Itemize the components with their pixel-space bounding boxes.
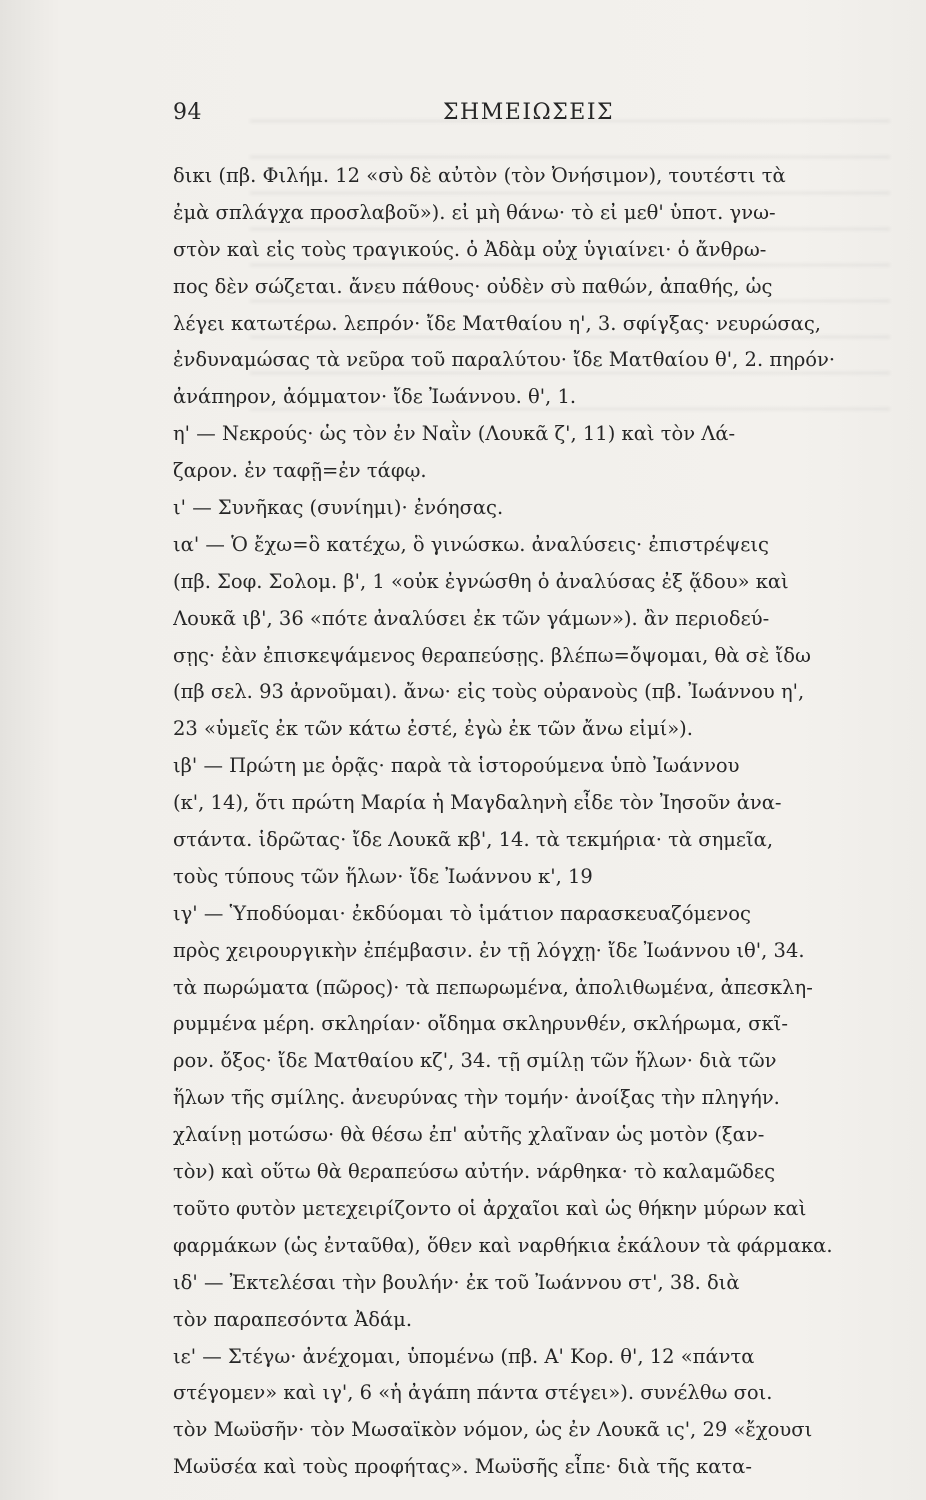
running-head-title: ΣΗΜΕΙΩΣΕΙΣ [443, 100, 615, 125]
text-line: ιγ' — Ὑποδύομαι· ἐκδύομαι τὸ ἱμάτιον παρασκευαζόμενος [173, 901, 751, 925]
text-line: ρον. ὄξος· ἴδε Ματθαίου κζ', 34. τῇ σμίλῃ τῶν ἥλων· διὰ τῶν [173, 1049, 777, 1073]
text-line: ι' — Συνῆκας (συνίημι)· ἐνόησας. [173, 496, 504, 520]
text-line: στὸν καὶ εἰς τοὺς τραγικούς. ὁ Ἀδὰμ οὐχ ὑγιαίνει· ὁ ἄνθρω- [173, 237, 767, 261]
text-line: ἥλων τῆς σμίλης. ἀνευρύνας τὴν τομήν· ἀνοίξας τὴν πληγήν. [173, 1086, 780, 1110]
text-line: σῃς· ἐὰν ἐπισκεψάμενος θεραπεύσῃς. βλέπω=ὄψομαι, θὰ σὲ ἴδω [173, 643, 811, 667]
text-line: δικι (πβ. Φιλήμ. 12 «σὺ δὲ αὐτὸν (τὸν Ὀνήσιμον), τουτέστι τὰ [173, 164, 786, 187]
text-line: λέγει κατωτέρω. λεπρόν· ἴδε Ματθαίου η', 3. σφίγξας· νευρώσας, [173, 311, 821, 335]
text-line: 23 «ὑμεῖς ἐκ τῶν κάτω ἐστέ, ἐγὼ ἐκ τῶν ἄνω εἰμί»). [173, 717, 693, 741]
text-line: η' — Νεκρούς· ὡς τὸν ἐν Ναῒν (Λουκᾶ ζ', 11) καὶ τὸν Λά- [173, 422, 736, 446]
text-line: πος δὲν σώζεται. ἄνευ πάθους· οὐδὲν σὺ παθών, ἀπαθής, ὡς [173, 274, 773, 298]
text-line: στέγομεν» καὶ ιγ', 6 «ἡ ἀγάπη πάντα στέγει»). συνέλθω σοι. [173, 1381, 773, 1405]
text-line: ρυμμένα μέρη. σκληρίαν· οἴδημα σκληρυνθέν, σκλήρωμα, σκῖ- [173, 1012, 788, 1036]
text-line: στάντα. ἱδρῶτας· ἴδε Λουκᾶ κβ', 14. τὰ τεκμήρια· τὰ σημεῖα, [173, 828, 774, 852]
text-line: ιβ' — Πρώτη με ὁρᾷς· παρὰ τὰ ἱστορούμενα ὑπὸ Ἰωάννου [173, 754, 740, 778]
text-line: χλαίνῃ μοτώσω· θὰ θέσω ἐπ' αὐτῆς χλαῖναν ὡς μοτὸν (ξαν- [173, 1123, 765, 1147]
text-line: Λουκᾶ ιβ', 36 «πότε ἀναλύσει ἐκ τῶν γάμων»). ἂν περιοδεύ- [173, 606, 770, 630]
text-line: τοὺς τύπους τῶν ἥλων· ἴδε Ἰωάννου κ', 19 [173, 864, 593, 888]
text-line: (πβ σελ. 93 ἀρνοῦμαι). ἄνω· εἰς τοὺς οὐρανοὺς (πβ. Ἰωάννου η', [173, 680, 805, 704]
notes-text-block [173, 158, 903, 1486]
text-line: τὸν παραπεσόντα Ἀδάμ. [173, 1307, 413, 1331]
text-line: ιε' — Στέγω· ἀνέχομαι, ὑπομένω (πβ. Α' Κορ. θ', 12 «πάντα [173, 1344, 755, 1368]
text-line: τοῦτο φυτὸν μετεχειρίζοντο οἱ ἀρχαῖοι καὶ ὡς θήκην μύρων καὶ [173, 1196, 807, 1220]
text-line: (κ', 14), ὅτι πρώτη Μαρία ἡ Μαγδαληνὴ εἶδε τὸν Ἰησοῦν ἀνα- [173, 791, 782, 815]
page-number: 94 [173, 100, 202, 125]
text-line: ζαρον. ἐν ταφῇ=ἐν τάφῳ. [173, 459, 427, 483]
text-line: ἀνάπηρον, ἀόμματον· ἴδε Ἰωάννου. θ', 1. [173, 385, 577, 409]
text-line: τὸν) καὶ οὕτω θὰ θεραπεύσω αὐτήν. νάρθηκα· τὸ καλαμῶδες [173, 1160, 775, 1184]
text-line: ἐμὰ σπλάγχα προσλαβοῦ»). εἰ μὴ θάνω· τὸ εἰ μεθ' ὑποτ. γνω- [173, 200, 776, 224]
text-line: ἐνδυναμώσας τὰ νεῦρα τοῦ παραλύτου· ἴδε Ματθαίου θ', 2. πηρόν· [173, 348, 836, 372]
text-line: (πβ. Σοφ. Σολομ. β', 1 «οὐκ ἐγνώσθη ὁ ἀναλύσας ἐξ ᾅδου» καὶ [173, 569, 789, 593]
text-line: φαρμάκων (ὡς ἐνταῦθα), ὅθεν καὶ ναρθήκια ἐκάλουν τὰ φάρμακα. [173, 1233, 833, 1257]
text-line: Μωϋσέα καὶ τοὺς προφήτας». Μωϋσῆς εἶπε· διὰ τῆς κατα- [173, 1455, 752, 1479]
text-line: πρὸς χειρουργικὴν ἐπέμβασιν. ἐν τῇ λόγχῃ· ἴδε Ἰωάννου ιθ', 34. [173, 938, 805, 962]
running-head [173, 98, 893, 128]
text-line: ια' — Ὁ ἔχω=ὃ κατέχω, ὃ γινώσκω. ἀναλύσεις· ἐπιστρέψεις [173, 532, 769, 556]
text-line: τὰ πωρώματα (πῶρος)· τὰ πεπωρωμένα, ἀπολιθωμένα, ἀπεσκλη- [173, 975, 813, 999]
text-line: τὸν Μωϋσῆν· τὸν Μωσαϊκὸν νόμον, ὡς ἐν Λουκᾶ ις', 29 «ἔχουσι [173, 1418, 813, 1442]
text-line: ιδ' — Ἐκτελέσαι τὴν βουλήν· ἐκ τοῦ Ἰωάννου στ', 38. διὰ [173, 1270, 740, 1294]
